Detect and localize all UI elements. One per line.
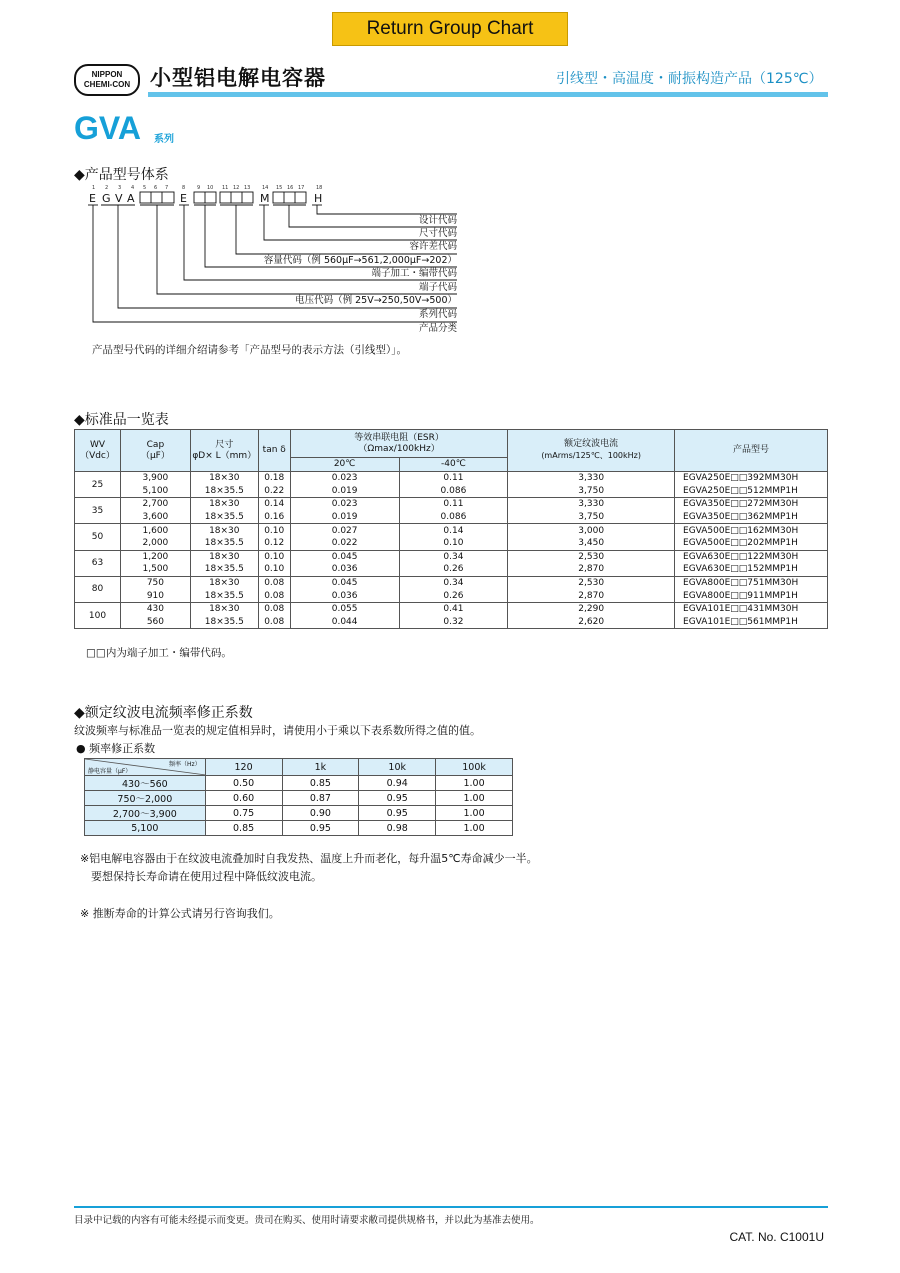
cell-coefficient: 1.00	[436, 806, 513, 821]
cell-esr-20: 0.023	[290, 498, 399, 511]
label-terminal-code: 端子代码	[418, 282, 457, 293]
cell-ripple: 3,750	[508, 511, 675, 524]
part-system-heading: ◆产品型号体系	[74, 167, 169, 183]
table-row	[75, 498, 828, 511]
series-name: GVA	[74, 110, 141, 146]
col-esr-20: 20℃	[290, 458, 399, 472]
cell-tan: 0.22	[258, 485, 290, 498]
pos-17: 17	[298, 185, 305, 191]
pos-3: 3	[118, 185, 122, 191]
cell-tan: 0.12	[258, 537, 290, 550]
cell-tan: 0.08	[258, 576, 290, 589]
cell-esr-20: 0.023	[290, 472, 399, 485]
cell-part-number: EGVA250E□□512MMP1H	[675, 485, 828, 498]
col-ripple: 额定纹波电流 (mArms/125℃、100kHz)	[508, 430, 675, 472]
cell-esr-20: 0.027	[290, 524, 399, 537]
label-product-class: 产品分类	[418, 323, 457, 334]
cell-part-number: EGVA250E□□392MM30H	[675, 472, 828, 485]
cell-ripple: 2,530	[508, 576, 675, 589]
ripple-note-3: ※ 推断寿命的计算公式请另行咨询我们。	[80, 907, 280, 920]
table-row	[75, 602, 828, 615]
cell-size: 18×30	[190, 576, 258, 589]
cell-esr-20: 0.036	[290, 589, 399, 602]
cell-esr-m40: 0.14	[399, 524, 508, 537]
table-row	[75, 485, 828, 498]
label-voltage-code: 电压代码（例 25V→250,50V→500）	[295, 295, 457, 306]
cell-size: 18×35.5	[190, 485, 258, 498]
label-tolerance-code: 容许差代码	[409, 241, 457, 252]
cell-esr-m40: 0.086	[399, 485, 508, 498]
col-wv: WV （Vdc）	[75, 430, 121, 472]
cell-part-number: EGVA630E□□152MMP1H	[675, 563, 828, 576]
col-cap: Cap （μF）	[120, 430, 190, 472]
cell-coefficient: 0.90	[282, 806, 359, 821]
label-design-code: 设计代码	[418, 215, 457, 226]
code-char-1: E	[89, 192, 96, 205]
table-row	[75, 524, 828, 537]
cell-coefficient: 0.85	[282, 776, 359, 791]
code-char-8: E	[180, 192, 187, 205]
pos-4: 4	[131, 185, 135, 191]
cell-esr-m40: 0.41	[399, 602, 508, 615]
cell-wv: 35	[75, 498, 121, 524]
cell-ripple: 3,000	[508, 524, 675, 537]
label-capacitance-code: 容量代码（例 560μF→561,2,000μF→202）	[263, 255, 457, 266]
logo-line2: CHEMI-CON	[83, 80, 131, 89]
cell-tan: 0.08	[258, 616, 290, 629]
cell-ripple: 3,330	[508, 472, 675, 485]
ripple-description: 纹波频率与标准品一览表的规定值相异时，请使用小于乘以下表系数所得之值的值。	[74, 724, 481, 737]
table-row	[75, 550, 828, 563]
frequency-coefficient-table	[84, 758, 513, 836]
pos-2: 2	[105, 185, 109, 191]
corner-top-label: 频率（Hz）	[169, 761, 201, 768]
cell-ripple: 2,620	[508, 616, 675, 629]
page-title: 小型铝电解电容器	[150, 66, 326, 90]
label-series-code: 系列代码	[418, 309, 457, 320]
pos-15: 15	[276, 185, 283, 191]
cell-cap: 560	[120, 616, 190, 629]
code-char-14: M	[260, 192, 270, 205]
nippon-chemi-con-logo	[74, 64, 140, 96]
cell-coefficient: 0.60	[205, 791, 282, 806]
pos-9: 9	[197, 185, 201, 191]
cell-capacitance: 430～560	[85, 776, 206, 791]
cell-wv: 100	[75, 602, 121, 628]
cell-tan: 0.10	[258, 550, 290, 563]
cell-esr-20: 0.019	[290, 485, 399, 498]
cell-cap: 2,700	[120, 498, 190, 511]
cell-coefficient: 1.00	[436, 776, 513, 791]
cell-cap: 3,600	[120, 511, 190, 524]
table-row	[75, 472, 828, 485]
cell-tan: 0.08	[258, 602, 290, 615]
cell-size: 18×35.5	[190, 616, 258, 629]
cell-cap: 5,100	[120, 485, 190, 498]
cell-esr-m40: 0.32	[399, 616, 508, 629]
cell-esr-m40: 0.10	[399, 537, 508, 550]
ripple-heading: ◆额定纹波电流频率修正系数	[74, 705, 253, 721]
table-row	[85, 821, 513, 836]
part-system-note: 产品型号代码的详细介绍请参考「产品型号的表示方法（引线型）」。	[92, 344, 407, 356]
footer-divider	[74, 1206, 828, 1208]
cell-esr-20: 0.019	[290, 511, 399, 524]
pos-14: 14	[262, 185, 269, 191]
logo-line1: NIPPON	[91, 70, 123, 79]
cell-coefficient: 0.50	[205, 776, 282, 791]
cell-ripple: 2,870	[508, 589, 675, 602]
cell-tan: 0.10	[258, 524, 290, 537]
pos-7: 7	[165, 185, 169, 191]
pos-8: 8	[182, 185, 186, 191]
table-row	[85, 806, 513, 821]
pos-1: 1	[92, 185, 96, 191]
pos-13: 13	[244, 185, 251, 191]
cell-wv: 63	[75, 550, 121, 576]
table-row	[75, 589, 828, 602]
pos-10: 10	[207, 185, 214, 191]
cell-cap: 3,900	[120, 472, 190, 485]
cell-capacitance: 5,100	[85, 821, 206, 836]
cell-part-number: EGVA630E□□122MM30H	[675, 550, 828, 563]
cell-part-number: EGVA350E□□272MM30H	[675, 498, 828, 511]
cell-esr-20: 0.055	[290, 602, 399, 615]
cell-coefficient: 0.75	[205, 806, 282, 821]
freq-120: 120	[205, 759, 282, 776]
table-row	[75, 616, 828, 629]
catalog-number: CAT. No. C1001U	[729, 1230, 824, 1244]
cell-size: 18×30	[190, 550, 258, 563]
cell-part-number: EGVA500E□□202MMP1H	[675, 537, 828, 550]
col-esr: 等效串联电阻（ESR） （Ωmax/100kHz）	[290, 430, 508, 458]
cell-size: 18×35.5	[190, 537, 258, 550]
cell-part-number: EGVA500E□□162MM30H	[675, 524, 828, 537]
cell-part-number: EGVA350E□□362MMP1H	[675, 511, 828, 524]
cell-coefficient: 0.98	[359, 821, 436, 836]
cell-size: 18×35.5	[190, 511, 258, 524]
corner-header	[85, 759, 206, 776]
table-row	[75, 537, 828, 550]
cell-cap: 910	[120, 589, 190, 602]
return-group-chart-button[interactable]: Return Group Chart	[332, 12, 568, 46]
cell-tan: 0.18	[258, 472, 290, 485]
cell-coefficient: 0.95	[282, 821, 359, 836]
cell-tan: 0.10	[258, 563, 290, 576]
cell-tan: 0.08	[258, 589, 290, 602]
cell-size: 18×30	[190, 524, 258, 537]
table-row	[85, 776, 513, 791]
cell-wv: 80	[75, 576, 121, 602]
cell-cap: 1,500	[120, 563, 190, 576]
code-char-18: H	[314, 192, 323, 205]
footer-disclaimer: 目录中记载的内容有可能未经提示而变更。贵司在购买、使用时请要求敝司提供规格书，并以此为基准去使用。	[74, 1215, 540, 1226]
cell-coefficient: 1.00	[436, 791, 513, 806]
cell-part-number: EGVA101E□□431MM30H	[675, 602, 828, 615]
pos-16: 16	[287, 185, 294, 191]
cell-size: 18×30	[190, 498, 258, 511]
table-row	[75, 576, 828, 589]
table-row	[75, 511, 828, 524]
cell-tan: 0.16	[258, 511, 290, 524]
ripple-subheading: ● 频率修正系数	[76, 742, 156, 755]
cell-esr-20: 0.022	[290, 537, 399, 550]
standard-note: □□内为端子加工・编带代码。	[86, 647, 232, 659]
cell-coefficient: 0.87	[282, 791, 359, 806]
cell-coefficient: 1.00	[436, 821, 513, 836]
pos-6: 6	[154, 185, 158, 191]
cell-coefficient: 0.95	[359, 806, 436, 821]
cell-ripple: 3,330	[508, 498, 675, 511]
header-divider	[148, 92, 828, 97]
cell-esr-20: 0.045	[290, 550, 399, 563]
col-part: 产品型号	[675, 430, 828, 472]
cell-esr-m40: 0.11	[399, 472, 508, 485]
freq-10k: 10k	[359, 759, 436, 776]
cell-cap: 1,600	[120, 524, 190, 537]
table-row	[75, 563, 828, 576]
cell-size: 18×30	[190, 602, 258, 615]
cell-capacitance: 750～2,000	[85, 791, 206, 806]
freq-100k: 100k	[436, 759, 513, 776]
cell-part-number: EGVA800E□□911MMP1H	[675, 589, 828, 602]
cell-esr-m40: 0.34	[399, 576, 508, 589]
cell-cap: 1,200	[120, 550, 190, 563]
standard-heading: ◆标准品一览表	[74, 412, 169, 428]
cell-cap: 750	[120, 576, 190, 589]
cell-esr-20: 0.044	[290, 616, 399, 629]
cell-cap: 430	[120, 602, 190, 615]
table-row	[85, 791, 513, 806]
cell-ripple: 2,530	[508, 550, 675, 563]
code-char-3: V	[115, 192, 123, 205]
cell-wv: 25	[75, 472, 121, 498]
page-subtitle: 引线型・高温度・耐振构造产品（125℃）	[556, 71, 823, 87]
pos-12: 12	[233, 185, 240, 191]
cell-wv: 50	[75, 524, 121, 550]
cell-esr-m40: 0.26	[399, 563, 508, 576]
col-esr-m40: -40℃	[399, 458, 508, 472]
ripple-note-1: ※铝电解电容器由于在纹波电流叠加时自我发热、温度上升而老化，每升温5℃寿命减少一半。	[80, 852, 538, 865]
cell-esr-m40: 0.26	[399, 589, 508, 602]
pos-5: 5	[143, 185, 147, 191]
cell-ripple: 2,290	[508, 602, 675, 615]
freq-1k: 1k	[282, 759, 359, 776]
cell-esr-20: 0.045	[290, 576, 399, 589]
cell-size: 18×30	[190, 472, 258, 485]
pos-11: 11	[222, 185, 229, 191]
cell-size: 18×35.5	[190, 589, 258, 602]
cell-part-number: EGVA800E□□751MM30H	[675, 576, 828, 589]
pos-18: 18	[316, 185, 323, 191]
label-taping-code: 端子加工・编带代码	[371, 268, 457, 279]
cell-part-number: EGVA101E□□561MMP1H	[675, 616, 828, 629]
corner-bottom-label: 静电容量（μF）	[88, 768, 132, 775]
cell-tan: 0.14	[258, 498, 290, 511]
cell-capacitance: 2,700～3,900	[85, 806, 206, 821]
cell-ripple: 2,870	[508, 563, 675, 576]
cell-esr-m40: 0.34	[399, 550, 508, 563]
cell-ripple: 3,450	[508, 537, 675, 550]
series-suffix: 系列	[154, 134, 174, 145]
cell-esr-m40: 0.086	[399, 511, 508, 524]
standard-ratings-table	[74, 429, 828, 629]
col-size: 尺寸 φD× L（mm）	[190, 430, 258, 472]
code-char-2: G	[102, 192, 111, 205]
cell-coefficient: 0.85	[205, 821, 282, 836]
cell-esr-20: 0.036	[290, 563, 399, 576]
cell-ripple: 3,750	[508, 485, 675, 498]
cell-coefficient: 0.94	[359, 776, 436, 791]
col-tan: tan δ	[258, 430, 290, 472]
cell-esr-m40: 0.11	[399, 498, 508, 511]
cell-coefficient: 0.95	[359, 791, 436, 806]
code-char-4: A	[127, 192, 135, 205]
cell-size: 18×35.5	[190, 563, 258, 576]
label-size-code: 尺寸代码	[418, 228, 457, 239]
ripple-note-2: 要想保持长寿命请在使用过程中降低纹波电流。	[91, 870, 322, 883]
cell-cap: 2,000	[120, 537, 190, 550]
